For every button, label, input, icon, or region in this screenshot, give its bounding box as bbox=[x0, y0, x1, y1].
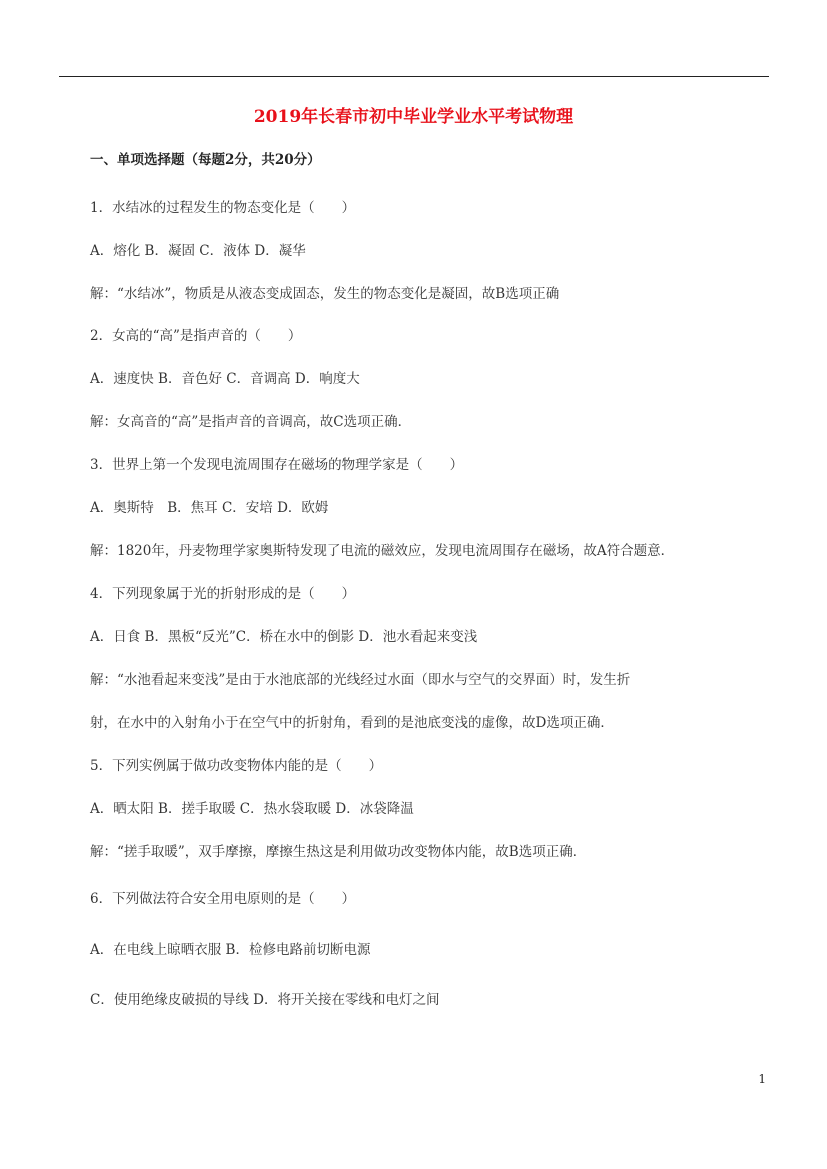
question-2-solution: 解：女高音的“高”是指声音的音调高，故C选项正确． bbox=[90, 414, 412, 430]
question-3: 3．世界上第一个发现电流周围存在磁场的物理学家是（ ） bbox=[90, 457, 464, 473]
question-5: 5．下列实例属于做功改变物体内能的是（ ） bbox=[90, 758, 383, 774]
page-title: 2019年长春市初中毕业学业水平考试物理 bbox=[253, 107, 574, 127]
question-4-solution-cont: 射，在水中的入射角小于在空气中的折射角，看到的是池底变浅的虚像，故D选项正确． bbox=[90, 715, 614, 731]
question-1-solution: 解：“水结冰”，物质是从液态变成固态，发生的物态变化是凝固，故B选项正确 bbox=[90, 286, 560, 302]
section-heading: 一、单项选择题（每题2分，共20分） bbox=[90, 152, 321, 168]
question-6-options-cd: C．使用绝缘皮破损的导线 D．将开关接在零线和电灯之间 bbox=[90, 992, 440, 1008]
question-2-options: A．速度快 B．音色好 C．音调高 D．响度大 bbox=[90, 371, 360, 387]
question-5-solution: 解：“搓手取暖”，双手摩擦，摩擦生热这是利用做功改变物体内能，故B选项正确． bbox=[90, 844, 587, 860]
question-3-options: A．奥斯特 B．焦耳 C．安培 D．欧姆 bbox=[90, 500, 329, 516]
question-6-options-ab: A．在电线上晾晒衣服 B．检修电路前切断电源 bbox=[90, 942, 371, 958]
question-1: 1．水结冰的过程发生的物态变化是（ ） bbox=[90, 200, 356, 216]
question-4-solution: 解：“水池看起来变浅”是由于水池底部的光线经过水面（即水与空气的交界面）时，发生折 bbox=[90, 672, 631, 688]
question-1-options: A．熔化 B．凝固 C．液体 D．凝华 bbox=[90, 243, 306, 259]
question-6: 6．下列做法符合安全用电原则的是（ ） bbox=[90, 891, 356, 907]
header-rule bbox=[59, 76, 769, 77]
question-2: 2．女高的“高”是指声音的（ ） bbox=[90, 328, 302, 344]
question-4: 4．下列现象属于光的折射形成的是（ ） bbox=[90, 586, 356, 602]
page-number: 1 bbox=[758, 1072, 766, 1086]
question-5-options: A．晒太阳 B．搓手取暖 C．热水袋取暖 D．冰袋降温 bbox=[90, 801, 414, 817]
question-4-options: A．日食 B．黑板“反光”C．桥在水中的倒影 D．池水看起来变浅 bbox=[90, 629, 478, 645]
question-3-solution: 解：1820年，丹麦物理学家奥斯特发现了电流的磁效应，发现电流周围存在磁场，故A符合题意． bbox=[90, 543, 675, 559]
